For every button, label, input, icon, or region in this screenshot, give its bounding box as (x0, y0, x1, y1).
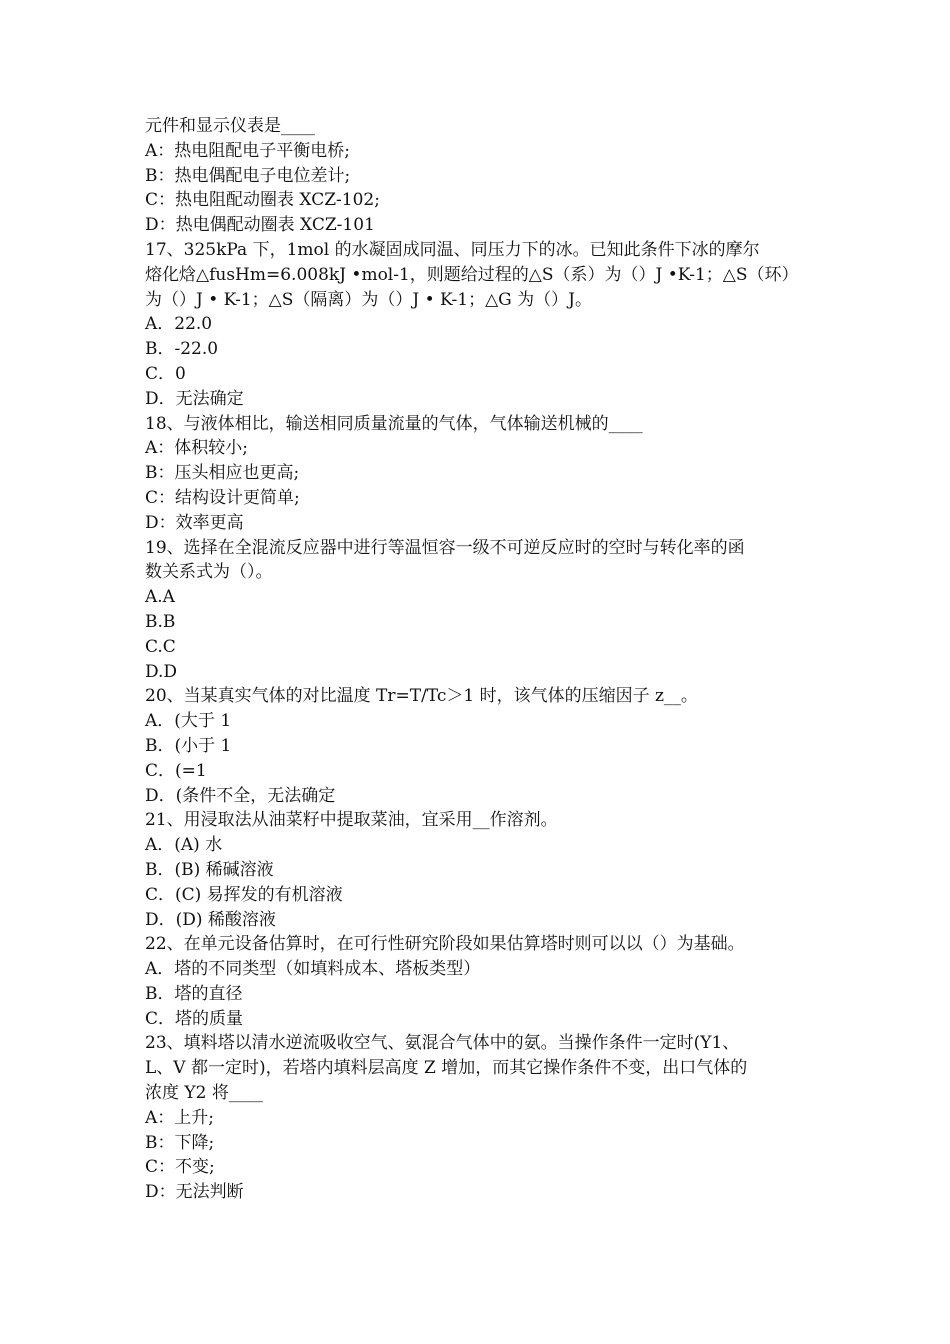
q23-option-c: C：不变; (145, 1157, 215, 1178)
q20-option-d: D．(条件不全，无法确定 (145, 785, 336, 806)
q19-option-c: C.C (145, 636, 176, 657)
q22-option-b: B．塔的直径 (145, 983, 243, 1004)
document-body (145, 114, 815, 1205)
q22-option-c: C．塔的质量 (145, 1008, 244, 1029)
q17-option-c: C．0 (145, 363, 186, 384)
q17-option-d: D．无法确定 (145, 388, 244, 409)
q16-option-d: D：热电偶配动圈表 XCZ-101 (145, 215, 375, 236)
q18-option-c: C：结构设计更简单; (145, 487, 300, 508)
q18-option-a: A：体积较小; (145, 438, 249, 459)
q22-stem: 22、在单元设备估算时，在可行性研究阶段如果估算塔时则可以以（）为基础。 (145, 934, 745, 955)
q17-option-a: A．22.0 (145, 314, 213, 335)
q19-stem-line1: 19、选择在全混流反应器中进行等温恒容一级不可逆反应时的空时与转化率的函 (145, 537, 745, 558)
q23-option-d: D：无法判断 (145, 1182, 244, 1203)
q23-option-b: B：下降; (145, 1132, 215, 1153)
q19-stem-line2: 数关系式为（）。 (145, 562, 273, 583)
q21-stem: 21、用浸取法从油菜籽中提取菜油，宜采用__作溶剂。 (145, 810, 558, 831)
q21-option-a: A．(A) 水 (145, 835, 223, 856)
q21-option-b: B．(B) 稀碱溶液 (145, 859, 274, 880)
q16-option-b: B：热电偶配电子电位差计; (145, 165, 351, 186)
q23-stem-line2: L、V 都一定时)，若塔内填料层高度 Z 增加，而其它操作条件不变，出口气体的 (145, 1058, 748, 1079)
q18-stem: 18、与液体相比，输送相同质量流量的气体，气体输送机械的____ (145, 413, 643, 434)
q17-stem-line1: 17、325kPa 下，1mol 的水凝固成同温、同压力下的冰。已知此条件下冰的摩尔 (145, 239, 760, 260)
q17-option-b: B．-22.0 (145, 339, 219, 360)
q20-option-b: B．(小于 1 (145, 735, 232, 756)
q17-stem-line2: 熔化焓△fusHm=6.008kJ •mol-1，则题给过程的△S（系）为（）J •K-1；△S（环） (145, 264, 799, 285)
q23-option-a: A：上升; (145, 1107, 215, 1128)
q23-stem-line3: 浓度 Y2 将____ (145, 1083, 263, 1104)
q18-option-d: D：效率更高 (145, 512, 244, 533)
q18-option-b: B：压头相应也更高; (145, 463, 300, 484)
q23-stem-line1: 23、填料塔以清水逆流吸收空气、氨混合气体中的氨。当操作条件一定时(Y1、 (145, 1033, 740, 1054)
q20-stem: 20、当某真实气体的对比温度 Tr=T/Tc＞1 时，该气体的压缩因子 z__。 (145, 686, 698, 707)
q19-option-a: A.A (145, 587, 175, 608)
q17-stem-line3: 为（）J • K-1；△S（隔离）为（）J • K-1；△G 为（）J。 (145, 289, 592, 310)
q20-option-c: C．(=1 (145, 760, 207, 781)
q19-option-d: D.D (145, 661, 178, 682)
q21-option-c: C．(C) 易挥发的有机溶液 (145, 884, 343, 905)
q16-option-a: A：热电阻配电子平衡电桥; (145, 140, 351, 161)
q16-stem-end: 元件和显示仪表是____ (145, 116, 315, 136)
q21-option-d: D．(D) 稀酸溶液 (145, 909, 276, 930)
q19-option-b: B.B (145, 611, 176, 632)
q22-option-a: A．塔的不同类型（如填料成本、塔板类型） (145, 959, 481, 980)
q16-option-c: C：热电阻配动圈表 XCZ-102; (145, 190, 380, 211)
q20-option-a: A．(大于 1 (145, 711, 232, 732)
